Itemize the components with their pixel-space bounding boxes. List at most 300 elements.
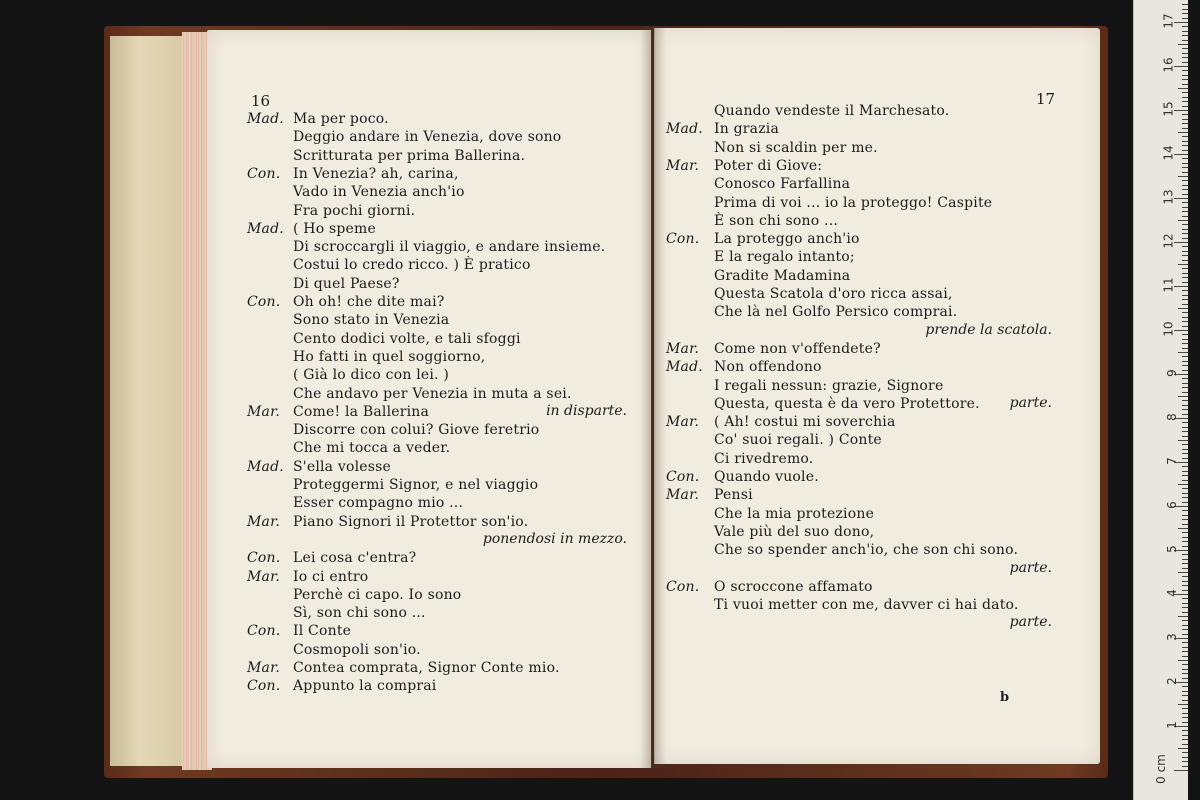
verse-text: Non si scaldin per me. (714, 139, 878, 156)
ruler-tick (1182, 255, 1188, 256)
ruler-tick (1182, 304, 1188, 305)
text-line (247, 385, 627, 403)
ruler-label: 9 (1165, 369, 1180, 377)
ruler-tick (1182, 9, 1188, 10)
ruler-tick (1178, 748, 1188, 749)
ruler-tick (1182, 145, 1188, 146)
verse-text: Fra pochi giorni. (293, 202, 416, 219)
ruler-tick (1182, 106, 1188, 107)
verse-text: ( Ho speme (293, 220, 376, 237)
text-line (247, 348, 627, 366)
text-line (247, 568, 627, 586)
verse-text: Il Conte (293, 623, 352, 640)
ruler-tick (1182, 158, 1188, 159)
verse-text: Che so spender anch'io, che son chi sono. (714, 542, 1019, 559)
stage-direction: parte. (1009, 559, 1052, 576)
ruler-tick (1182, 282, 1188, 283)
text-line (666, 230, 1076, 248)
ruler-label: 10 (1161, 321, 1176, 337)
text-line (666, 541, 1076, 559)
ruler-tick (1182, 4, 1188, 5)
text-line (247, 622, 627, 640)
ruler-tick (1182, 299, 1188, 300)
verse-text: Deggio andare in Venezia, dove sono (293, 129, 562, 146)
page-number: 17 (1036, 90, 1056, 108)
verse-text: Di scroccargli il viaggio, e andare insieme. (293, 239, 606, 256)
ruler-tick (1182, 26, 1188, 27)
ruler-tick (1182, 339, 1188, 340)
ruler-tick (1182, 735, 1188, 736)
speaker-name: Con. (666, 231, 700, 248)
speaker-name: Mar. (666, 487, 700, 504)
speaker-name: Con. (247, 623, 281, 640)
ruler-tick (1182, 427, 1188, 428)
text-line (666, 102, 1076, 120)
verse-text: Come! la Ballerina (293, 403, 430, 420)
ruler-tick (1182, 365, 1188, 366)
ruler-tick (1182, 409, 1188, 410)
verse-text: Esser compagno mio ... (293, 495, 464, 512)
ruler-tick (1182, 321, 1188, 322)
ruler-tick (1182, 273, 1188, 274)
ruler-tick (1182, 150, 1188, 151)
ruler-tick (1182, 730, 1188, 731)
ruler-tick (1182, 189, 1188, 190)
ruler-tick (1182, 53, 1188, 54)
verse-text: Discorre con colui? Giove feretrio (293, 422, 540, 439)
ruler-tick (1182, 295, 1188, 296)
ruler-tick (1182, 361, 1188, 362)
ruler-tick (1182, 268, 1188, 269)
verse-text: In Venezia? ah, carina, (293, 165, 459, 182)
ruler-label: 13 (1161, 189, 1176, 205)
text-line (247, 677, 627, 695)
verse-text: Che là nel Golfo Persico comprai. (714, 304, 958, 321)
ruler-tick (1182, 612, 1188, 613)
ruler-tick (1182, 488, 1188, 489)
speaker-name: Mar. (247, 403, 281, 420)
ruler-label: 14 (1161, 145, 1176, 161)
ruler-tick (1178, 264, 1188, 265)
ruler-tick (1182, 541, 1188, 542)
ruler-tick (1182, 642, 1188, 643)
ruler-tick (1182, 453, 1188, 454)
ruler-tick (1182, 123, 1188, 124)
verse-text: Ma per poco. (293, 111, 389, 127)
ruler-tick (1182, 629, 1188, 630)
verse-text: Quando vendeste il Marchesato. (714, 103, 950, 119)
verse-text: Sono stato in Venezia (293, 312, 450, 329)
ruler-tick (1182, 480, 1188, 481)
verse-text: Ci rivedremo. (714, 450, 814, 467)
verse-text: ( Ah! costui mi soverchia (714, 414, 896, 431)
verse-text: Appunto la comprai (293, 678, 437, 695)
ruler-tick (1178, 396, 1188, 397)
ruler-tick (1178, 88, 1188, 89)
text-line (247, 183, 627, 201)
text-line (666, 431, 1076, 449)
speaker-name: Mad. (247, 458, 284, 475)
ruler-tick (1182, 603, 1188, 604)
text-line (247, 147, 627, 165)
text-line (666, 139, 1076, 157)
ruler-tick (1174, 770, 1188, 771)
ruler-tick (1182, 246, 1188, 247)
text-line (247, 476, 627, 494)
ruler-tick (1182, 502, 1188, 503)
text-line (666, 578, 1076, 596)
ruler-tick (1182, 647, 1188, 648)
ruler-tick (1182, 40, 1188, 41)
text-line (247, 128, 627, 146)
ruler-tick (1182, 31, 1188, 32)
ruler-tick (1174, 330, 1188, 331)
text-line (247, 366, 627, 384)
ruler-tick (1182, 576, 1188, 577)
ruler-label: 3 (1165, 633, 1180, 641)
verse-text: Ti vuoi metter con me, davver ci hai dato. (714, 597, 1019, 614)
verse-text: S'ella volesse (293, 458, 392, 475)
ruler-tick (1182, 312, 1188, 313)
verse-text: Questa Scatola d'oro ricca assai, (714, 286, 953, 302)
ruler-tick (1182, 510, 1188, 511)
ruler-label: 16 (1161, 57, 1176, 73)
ruler-label: 8 (1165, 413, 1180, 421)
ruler-tick (1182, 458, 1188, 459)
ruler-label: 12 (1161, 233, 1176, 249)
verse-text: Perchè ci capo. Io sono (293, 586, 462, 603)
ruler-tick (1182, 400, 1188, 401)
text-line (666, 157, 1076, 175)
ruler-tick (1182, 119, 1188, 120)
ruler-tick (1182, 568, 1188, 569)
ruler-tick (1174, 242, 1188, 243)
ruler-tick (1182, 343, 1188, 344)
verse-text: Poter di Giove: (714, 157, 823, 174)
ruler-tick (1182, 383, 1188, 384)
verse-text: E la regalo intanto; (714, 249, 855, 266)
text-line (247, 586, 627, 604)
ruler-tick (1182, 761, 1188, 762)
text-line (247, 513, 627, 531)
verse-text: Non offendono (714, 359, 822, 376)
ruler-tick (1174, 198, 1188, 199)
verse-text: Di quel Paese? (293, 275, 400, 292)
text-line (247, 220, 627, 238)
ruler-tick (1182, 141, 1188, 142)
ruler-tick (1182, 519, 1188, 520)
speaker-name: Mar. (666, 414, 700, 431)
ruler-label: 7 (1165, 457, 1180, 465)
speaker-name: Con. (666, 469, 700, 485)
text-line (247, 202, 627, 220)
ruler-tick (1182, 216, 1188, 217)
ruler-label: 11 (1161, 277, 1176, 293)
ruler-tick (1182, 238, 1188, 239)
text-line (247, 256, 627, 274)
ruler-tick (1182, 290, 1188, 291)
text-line (247, 421, 627, 439)
ruler-tick (1182, 185, 1188, 186)
text-line (247, 238, 627, 256)
ruler-tick (1182, 13, 1188, 14)
stage-direction: ponendosi in mezzo. (482, 530, 627, 547)
verse-text: ( Già lo dico con lei. ) (293, 367, 450, 384)
speaker-name: Mad. (666, 121, 703, 138)
verse-text: Sì, son chi sono ... (293, 605, 426, 622)
ruler-tick (1182, 114, 1188, 115)
text-line (247, 165, 627, 183)
ruler-tick (1182, 532, 1188, 533)
ruler-tick (1178, 220, 1188, 221)
verse-text: Questa, questa è da vero Protettore. (714, 395, 980, 412)
ruler-tick (1182, 590, 1188, 591)
verse-text: Piano Signori il Protettor son'io. (293, 513, 529, 530)
verse-text: Prima di voi ... io la proteggo! Caspite (714, 194, 993, 211)
ruler-tick (1178, 484, 1188, 485)
ruler-tick (1178, 132, 1188, 133)
text-line (666, 267, 1076, 285)
ruler-tick (1182, 739, 1188, 740)
ruler-tick (1182, 524, 1188, 525)
ruler-label: 2 (1165, 677, 1180, 685)
ruler-tick (1182, 163, 1188, 164)
text-line (666, 303, 1076, 321)
verse-text: Come non v'offendete? (714, 340, 881, 357)
verse-text: Io ci entro (293, 568, 369, 585)
verse-text: Gradite Madamina (714, 267, 851, 284)
ruler-tick (1182, 598, 1188, 599)
verse-text: Ho fatti in quel soggiorno, (293, 348, 486, 365)
verse-text: Scritturata per prima Ballerina. (293, 147, 526, 164)
ruler-tick (1182, 101, 1188, 102)
ruler-tick (1178, 440, 1188, 441)
ruler-tick (1182, 356, 1188, 357)
ruler-tick (1182, 651, 1188, 652)
ruler-label: 4 (1165, 589, 1180, 597)
verse-text: Costui lo credo ricco. ) È pratico (293, 257, 531, 274)
text-line (666, 505, 1076, 523)
verse-text: Cento dodici volte, e tali sfoggi (293, 330, 521, 347)
ruler-tick (1182, 414, 1188, 415)
speaker-name: Mar. (247, 513, 281, 530)
text-line (247, 293, 627, 311)
ruler-tick (1182, 370, 1188, 371)
ruler-tick (1182, 392, 1188, 393)
ruler-tick (1182, 686, 1188, 687)
text-line (666, 175, 1076, 193)
verse-text: Che la mia protezione (714, 505, 875, 522)
ruler-tick (1182, 233, 1188, 234)
speaker-name: Mad. (247, 111, 284, 127)
ruler-tick (1182, 35, 1188, 36)
ruler-tick (1182, 656, 1188, 657)
ruler-tick (1182, 449, 1188, 450)
ruler-tick (1178, 352, 1188, 353)
ruler-tick (1182, 620, 1188, 621)
ruler-tick (1182, 695, 1188, 696)
ruler-tick (1182, 48, 1188, 49)
verse-text: Conosco Farfallina (714, 176, 851, 193)
ruler-tick (1182, 497, 1188, 498)
ruler-label: 0 cm (1154, 754, 1169, 784)
ruler-tick (1174, 286, 1188, 287)
speaker-name: Mar. (247, 660, 281, 676)
verse-text: Co' suoi regali. ) Conte (714, 432, 882, 449)
ruler-tick (1182, 673, 1188, 674)
speaker-name: Con. (247, 165, 281, 182)
ruler-tick (1182, 211, 1188, 212)
text-line (247, 275, 627, 293)
ruler-tick (1182, 554, 1188, 555)
ruler-tick (1182, 18, 1188, 19)
ruler-tick (1182, 475, 1188, 476)
ruler-tick (1178, 528, 1188, 529)
ruler-tick (1182, 229, 1188, 230)
verse-text: Oh oh! che dite mai? (293, 294, 445, 310)
ruler-tick (1182, 466, 1188, 467)
speaker-name: Mar. (666, 340, 700, 357)
ruler-tick (1182, 559, 1188, 560)
ruler-tick (1182, 207, 1188, 208)
ruler-tick (1182, 722, 1188, 723)
text-line (247, 494, 627, 512)
ruler-tick (1182, 194, 1188, 195)
ruler-tick (1182, 97, 1188, 98)
verse-text: I regali nessun: grazie, Signore (714, 377, 944, 394)
text-line (666, 450, 1076, 468)
ruler-tick (1182, 607, 1188, 608)
ruler-tick (1182, 84, 1188, 85)
ruler-label: 15 (1161, 101, 1176, 117)
text-line (666, 248, 1076, 266)
text-line (247, 110, 627, 128)
ruler-tick (1182, 334, 1188, 335)
verse-text: Vale più del suo dono, (714, 523, 875, 540)
verse-text: Quando vuole. (714, 469, 819, 485)
page-number: 16 (251, 92, 271, 110)
speaker-name: Con. (247, 550, 281, 567)
ruler-tick (1174, 22, 1188, 23)
ruler-tick (1182, 128, 1188, 129)
ruler-tick (1182, 57, 1188, 58)
verse-text: In grazia (714, 121, 779, 138)
ruler-tick (1182, 422, 1188, 423)
ruler-tick (1182, 277, 1188, 278)
ruler-tick (1182, 471, 1188, 472)
ruler-tick (1182, 317, 1188, 318)
ruler-tick (1178, 704, 1188, 705)
ruler-tick (1182, 348, 1188, 349)
speaker-name: Con. (247, 294, 281, 310)
text-line (247, 439, 627, 457)
ruler-tick (1182, 70, 1188, 71)
text-line (666, 340, 1076, 358)
ruler-tick (1182, 515, 1188, 516)
text-line (666, 120, 1076, 138)
signature-mark: b (1000, 690, 1010, 705)
ruler-tick (1178, 660, 1188, 661)
ruler-tick (1182, 744, 1188, 745)
text-line (247, 330, 627, 348)
speaker-name: Mar. (666, 157, 700, 174)
ruler-tick (1178, 44, 1188, 45)
verse-text: La proteggo anch'io (714, 231, 860, 248)
text-line (666, 358, 1076, 376)
stage-direction: in disparte. (546, 402, 627, 419)
ruler-tick (1182, 224, 1188, 225)
ruler-tick (1182, 546, 1188, 547)
ruler-tick (1182, 752, 1188, 753)
text-line (666, 212, 1076, 230)
verse-text: Pensi (714, 487, 753, 504)
ruler-tick (1182, 634, 1188, 635)
ruler-tick (1182, 493, 1188, 494)
speaker-name: Mad. (666, 359, 703, 376)
text-line (666, 596, 1076, 614)
text-line (666, 468, 1076, 486)
text-line (666, 523, 1076, 541)
ruler-tick (1174, 66, 1188, 67)
ruler-tick (1182, 436, 1188, 437)
ruler-tick (1182, 79, 1188, 80)
ruler-tick (1182, 405, 1188, 406)
stage-direction: prende la scatola. (925, 321, 1052, 338)
ruler-tick (1182, 708, 1188, 709)
verse-text: Che andavo per Venezia in muta a sei. (293, 385, 572, 402)
ruler-tick (1182, 625, 1188, 626)
measuring-ruler (1133, 0, 1188, 800)
ruler-tick (1178, 616, 1188, 617)
ruler-tick (1182, 585, 1188, 586)
text-line (247, 311, 627, 329)
ruler-tick (1182, 713, 1188, 714)
flyleaf (110, 36, 186, 766)
ruler-tick (1182, 378, 1188, 379)
right-page (654, 28, 1100, 764)
text-line (247, 604, 627, 622)
ruler-tick (1182, 202, 1188, 203)
ruler-tick (1182, 180, 1188, 181)
ruler-tick (1182, 387, 1188, 388)
ruler-label: 17 (1161, 13, 1176, 29)
ruler-tick (1182, 563, 1188, 564)
ruler-tick (1182, 167, 1188, 168)
ruler-tick (1182, 444, 1188, 445)
ruler-tick (1182, 757, 1188, 758)
verse-text: O scroccone affamato (714, 578, 873, 595)
left-page (207, 30, 651, 768)
verse-text: Contea comprata, Signor Conte mio. (293, 660, 560, 676)
speaker-name: Mar. (247, 568, 281, 585)
ruler-tick (1182, 717, 1188, 718)
ruler-tick (1178, 176, 1188, 177)
ruler-tick (1182, 326, 1188, 327)
ruler-label: 5 (1165, 545, 1180, 553)
stage-direction: parte. (1009, 614, 1052, 631)
text-line (247, 458, 627, 476)
ruler-tick (1174, 110, 1188, 111)
ruler-tick (1178, 308, 1188, 309)
ruler-tick (1182, 251, 1188, 252)
speaker-name: Con. (666, 578, 700, 595)
speaker-name: Con. (247, 678, 281, 695)
text-line (666, 285, 1076, 303)
text-line (247, 659, 627, 677)
ruler-tick (1182, 669, 1188, 670)
gutter-shadow (640, 28, 666, 768)
ruler-tick (1182, 75, 1188, 76)
